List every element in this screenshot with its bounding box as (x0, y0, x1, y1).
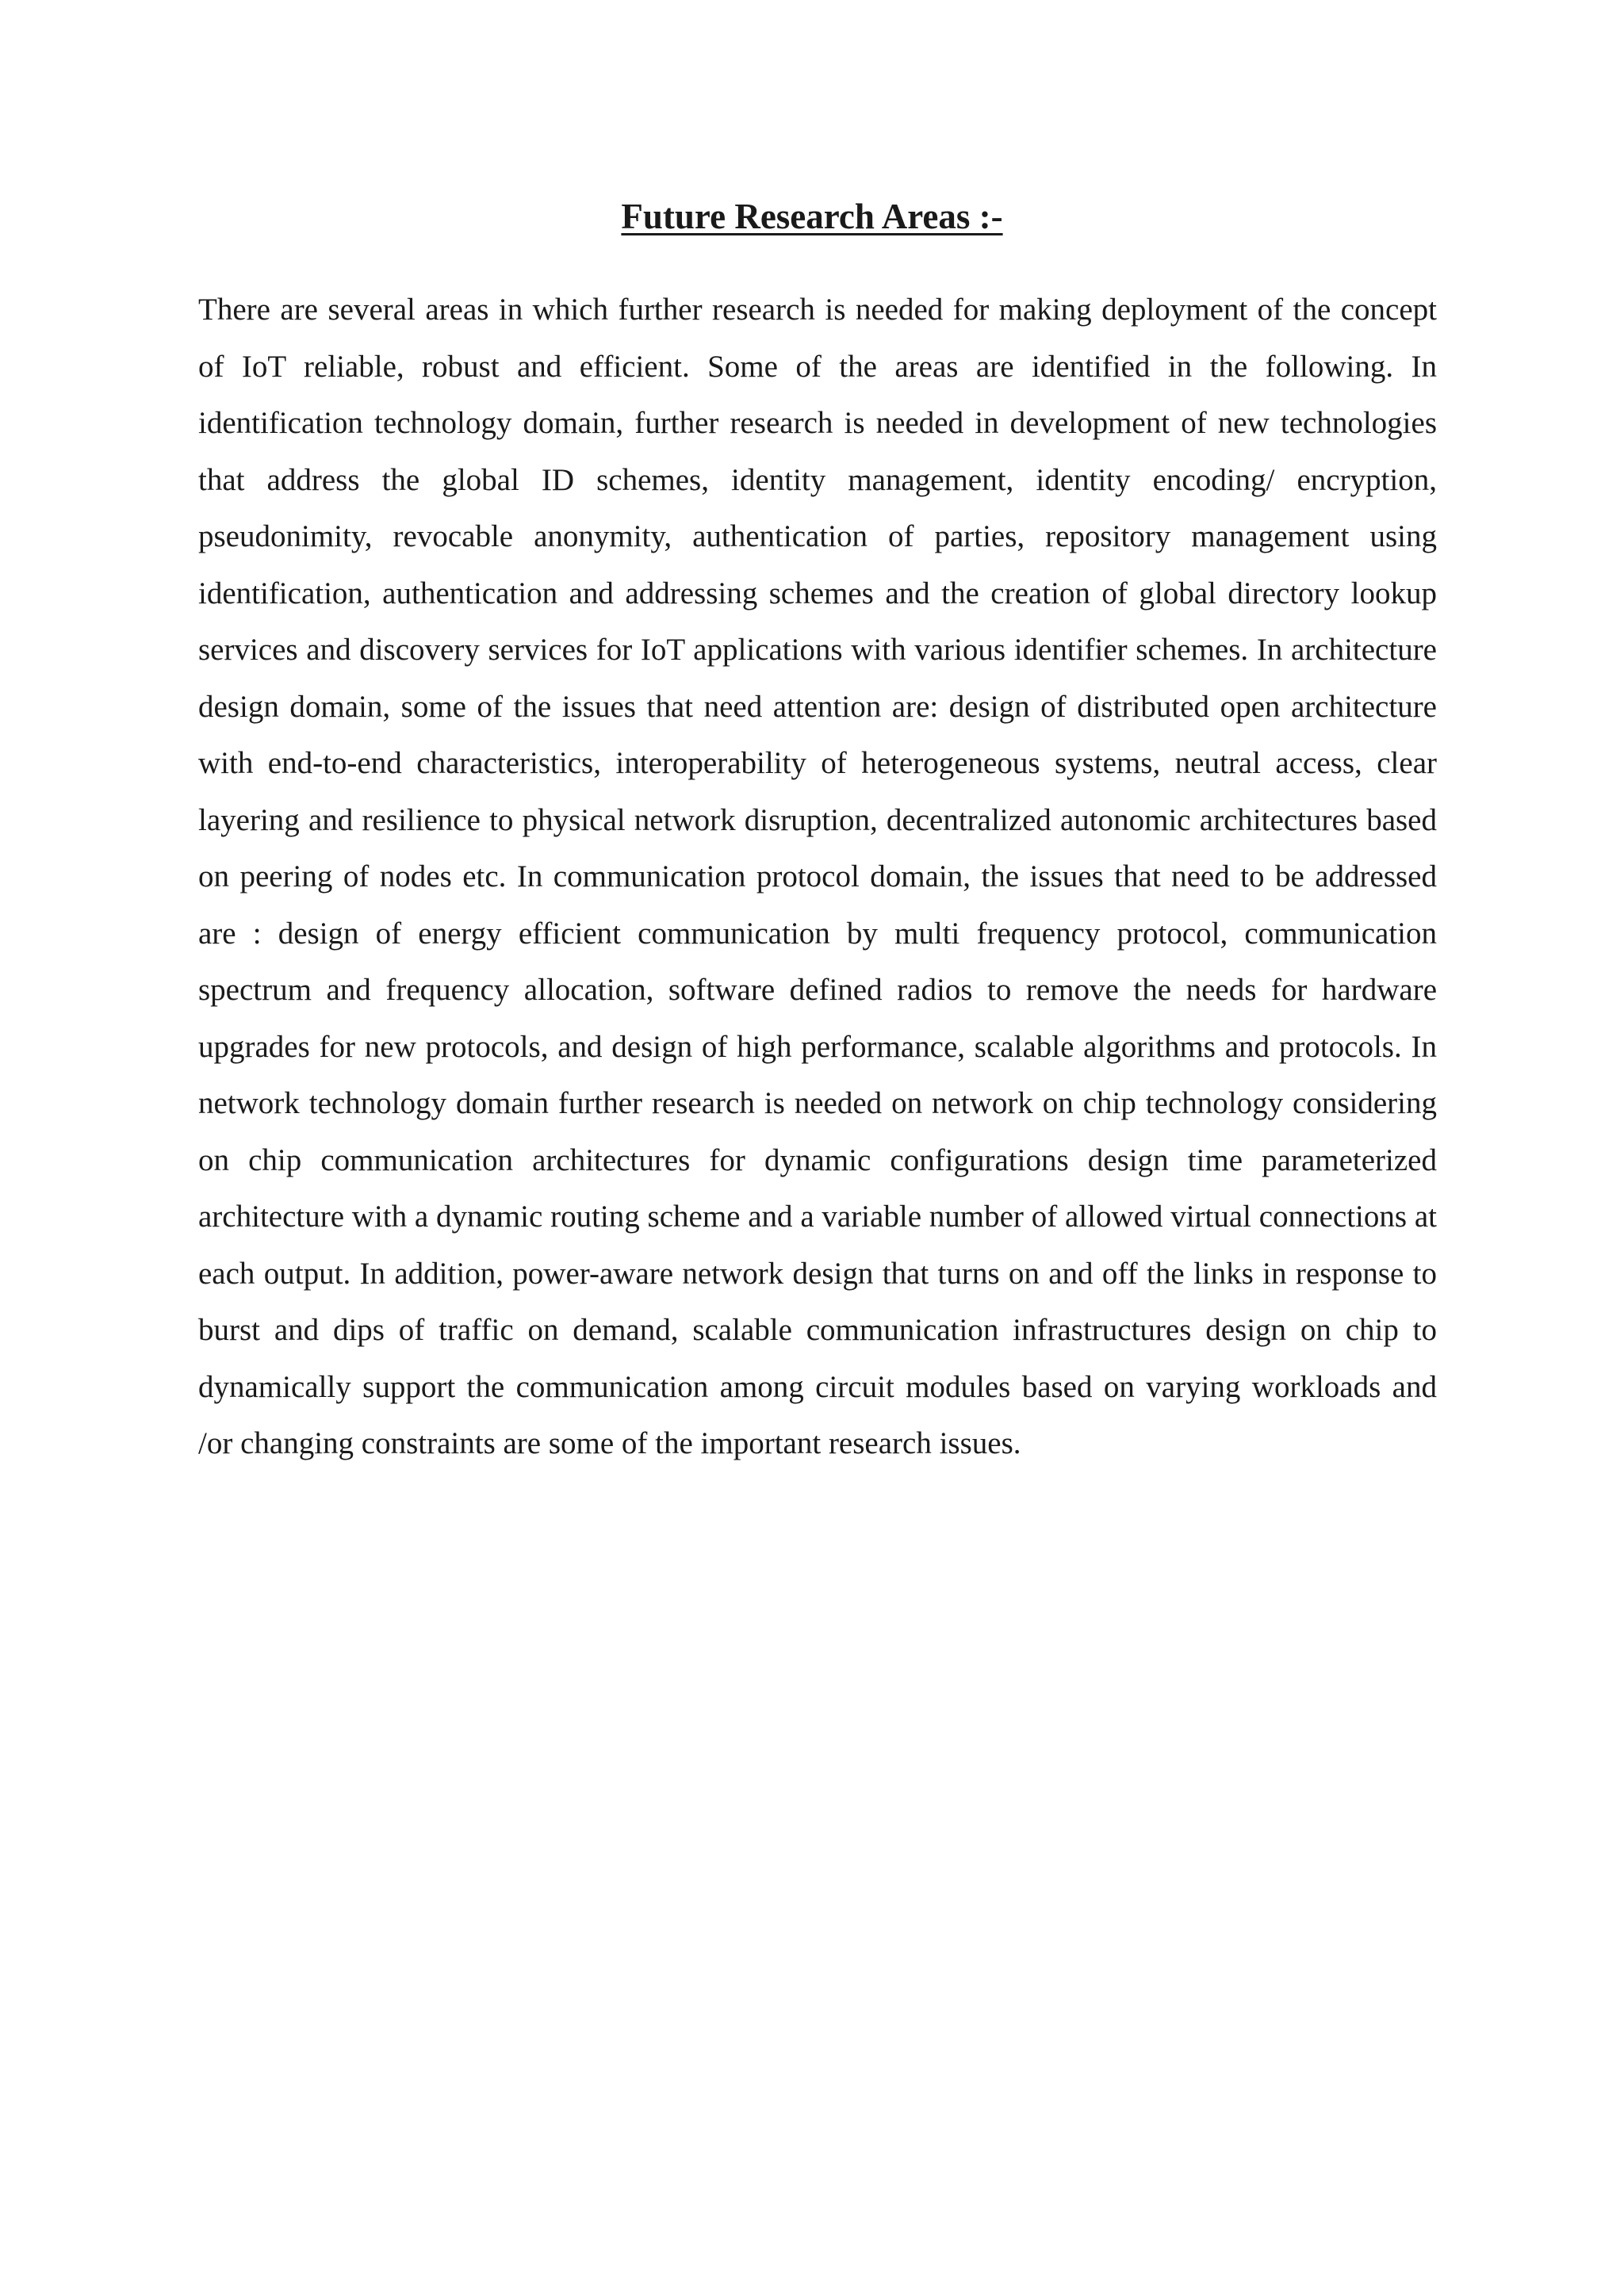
body-paragraph: There are several areas in which further research is needed for making deployment of the concept of IoT reliable, robust and efficient. Some of the areas are identified in the following. In identification technology domain, further research is needed in development of new technologies that address the global ID schemes, identity management, identity encoding/ encryption, pseudonimity, revocable anonymity, authentication of parties, repository management using identification, authentication and addressing schemes and the creation of global directory lookup services and discovery services for IoT applications with various identifier schemes. In architecture design domain, some of the issues that need attention are: design of distributed open architecture with end-to-end characteristics, interoperability of heterogeneous systems, neutral access, clear layering and resilience to physical network disruption, decentralized autonomic architectures based on peering of nodes etc. In communication protocol domain, the issues that need to be addressed are : design of energy efficient communication by multi frequency protocol, communication spectrum and frequency allocation, software defined radios to remove the needs for hardware upgrades for new protocols, and design of high performance, scalable algorithms and protocols. In network technology domain further research is needed on network on chip technology considering on chip communication architectures for dynamic configurations design time parameterized architecture with a dynamic routing scheme and a variable number of allowed virtual connections at each output. In addition, power-aware network design that turns on and off the links in response to burst and dips of traffic on demand, scalable communication infrastructures design on chip to dynamically support the communication among circuit modules based on varying workloads and /or changing constraints are some of the important research issues. (198, 293, 1437, 1460)
page-title: Future Research Areas :- (621, 197, 1003, 236)
